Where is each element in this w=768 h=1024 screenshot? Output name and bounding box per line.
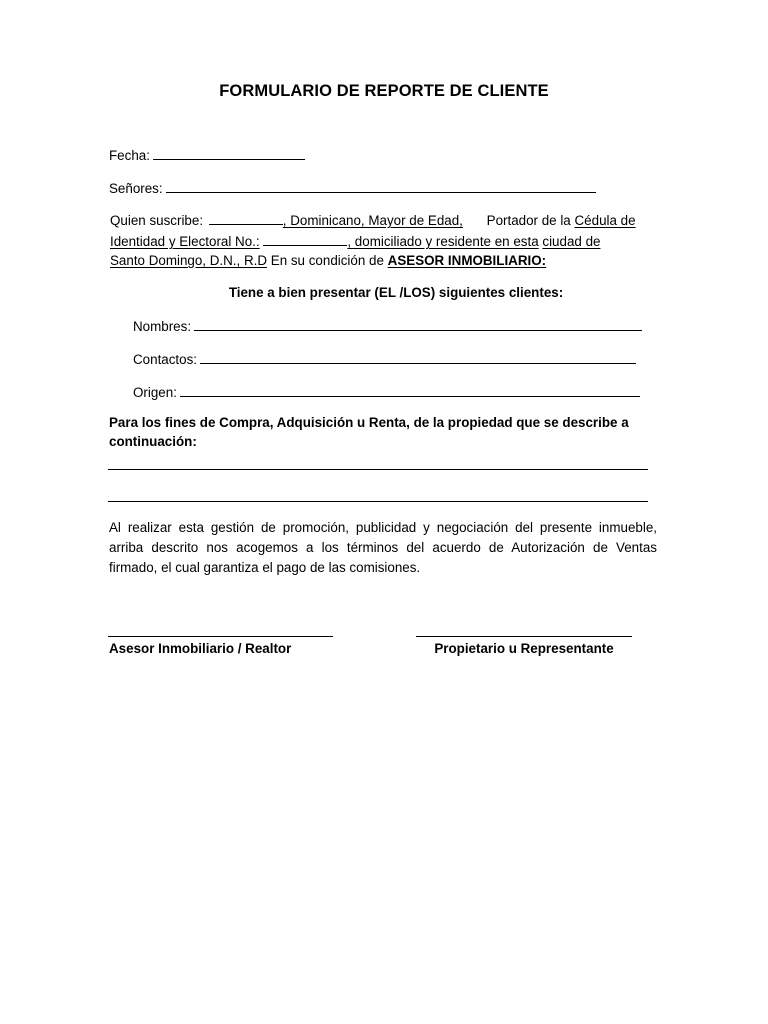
closing-line-3: firmado, el cual garantiza el pago de las comisiones.	[109, 560, 421, 575]
form-title: FORMULARIO DE REPORTE DE CLIENTE	[219, 82, 549, 100]
quien-cedula-text: Cédula de	[574, 213, 636, 228]
senores-blank[interactable]	[166, 179, 596, 193]
senores-label: Señores:	[109, 181, 163, 196]
quien-portador-text: Portador de la	[486, 213, 571, 228]
quien-domiciliado-text: , domiciliado y residente en esta	[347, 234, 539, 249]
quien-line-2	[110, 232, 600, 249]
quien-suscribe-label: Quien suscribe:	[110, 213, 204, 228]
origen-blank[interactable]	[180, 383, 640, 397]
quien-line-3	[110, 253, 546, 268]
asesor-inmobiliario-text: ASESOR INMOBILIARIO:	[387, 253, 547, 268]
fecha-label: Fecha:	[109, 148, 150, 163]
quien-line-1	[110, 211, 636, 228]
fines-line-1: Para los fines de Compra, Adquisición u Renta, de la propiedad que se describe a	[109, 415, 629, 430]
signature-line-asesor[interactable]	[108, 636, 333, 637]
contactos-label: Contactos:	[133, 352, 198, 367]
fines-line-2: continuación:	[109, 434, 197, 449]
signature-line-propietario[interactable]	[416, 636, 632, 637]
closing-paragraph	[109, 518, 657, 578]
signature-label-asesor: Asesor Inmobiliario / Realtor	[109, 641, 292, 656]
fecha-blank[interactable]	[153, 146, 305, 160]
nombres-label: Nombres:	[133, 319, 192, 334]
nombres-row	[133, 317, 642, 334]
origen-row	[133, 383, 640, 400]
nombres-blank[interactable]	[194, 317, 642, 331]
quien-ciudad-text: ciudad de	[542, 234, 601, 249]
closing-line-2: arriba descrito nos acogemos a los términos del acuerdo de Autorización de Ventas	[109, 540, 657, 555]
quien-dominicano-text: , Dominicano, Mayor de Edad,	[282, 213, 463, 228]
senores-row	[109, 179, 596, 196]
signature-label-propietario: Propietario u Representante	[434, 641, 614, 656]
property-description-line-2[interactable]	[108, 501, 648, 502]
origen-label: Origen:	[133, 385, 177, 400]
contactos-row	[133, 350, 636, 367]
presentar-heading: Tiene a bien presentar (EL /LOS) siguientes clientes:	[228, 285, 564, 300]
contactos-blank[interactable]	[200, 350, 636, 364]
property-description-line-1[interactable]	[108, 469, 648, 470]
quien-suscribe-blank[interactable]	[209, 211, 283, 225]
closing-line-1: Al realizar esta gestión de promoción, publicidad y negociación del presente inmueble,	[109, 520, 657, 535]
quien-identidad-text: Identidad y Electoral No.:	[110, 234, 260, 249]
quien-santo-domingo-text: Santo Domingo, D.N., R.D	[110, 253, 268, 268]
fecha-row	[109, 146, 305, 163]
quien-condicion-text: En su condición de	[270, 253, 384, 268]
cedula-number-blank[interactable]	[263, 232, 347, 246]
